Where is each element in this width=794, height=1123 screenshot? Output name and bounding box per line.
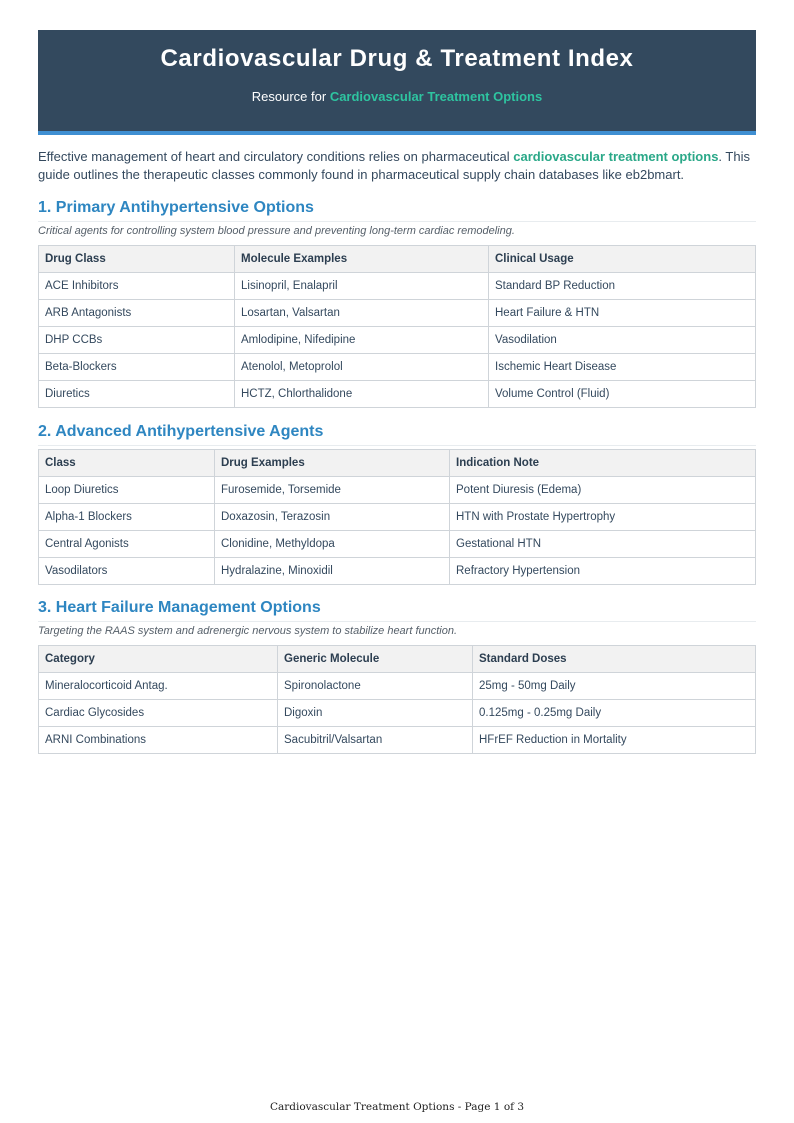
intro-highlight-link[interactable]: cardiovascular treatment options <box>513 149 719 164</box>
section-3-note: Targeting the RAAS system and adrenergic nervous system to stabilize heart function. <box>38 625 458 637</box>
table-row <box>39 381 756 408</box>
table-cell: Alpha-1 Blockers <box>39 504 215 531</box>
section-1-heading: 1. Primary Antihypertensive Options <box>38 198 756 222</box>
column-header: Category <box>39 646 278 673</box>
table-cell: DHP CCBs <box>39 327 235 354</box>
page-title: Cardiovascular Drug & Treatment Index <box>160 45 634 72</box>
table-cell: HTN with Prostate Hypertrophy <box>450 504 756 531</box>
column-header: Generic Molecule <box>278 646 473 673</box>
table-cell: ARB Antagonists <box>39 300 235 327</box>
subtitle-prefix: Resource for <box>251 89 327 104</box>
table-cell: HCTZ, Chlorthalidone <box>235 381 489 408</box>
table-cell: Cardiac Glycosides <box>39 700 278 727</box>
page-footer: Cardiovascular Treatment Options - Page 1 of 3 <box>269 1101 525 1113</box>
table-row <box>39 558 756 585</box>
table-cell: Volume Control (Fluid) <box>489 381 756 408</box>
table-row <box>39 300 756 327</box>
table-row <box>39 727 756 754</box>
section-3-heading: 3. Heart Failure Management Options <box>38 598 756 622</box>
table-cell: 25mg - 50mg Daily <box>473 673 756 700</box>
table-row <box>39 531 756 558</box>
table-cell: Loop Diuretics <box>39 477 215 504</box>
intro-paragraph <box>38 148 756 184</box>
table-cell: Hydralazine, Minoxidil <box>215 558 450 585</box>
table-cell: Gestational HTN <box>450 531 756 558</box>
table-cell: Potent Diuresis (Edema) <box>450 477 756 504</box>
column-header: Drug Class <box>39 246 235 273</box>
subtitle-highlight: Cardiovascular Treatment Options <box>329 89 543 104</box>
table-cell: Beta-Blockers <box>39 354 235 381</box>
table-cell: Digoxin <box>278 700 473 727</box>
page-header <box>38 30 756 135</box>
table-cell: HFrEF Reduction in Mortality <box>473 727 756 754</box>
intro-text-after: . This guide outlines the therapeutic classes commonly found in pharmaceutical supply chain databases like eb2bmart. <box>38 149 750 182</box>
table-cell: Central Agonists <box>39 531 215 558</box>
table-cell: 0.125mg - 0.25mg Daily <box>473 700 756 727</box>
table-cell: Refractory Hypertension <box>450 558 756 585</box>
table-cell: ARNI Combinations <box>39 727 278 754</box>
table-cell: Atenolol, Metoprolol <box>235 354 489 381</box>
table-cell: Losartan, Valsartan <box>235 300 489 327</box>
table-cell: Diuretics <box>39 381 235 408</box>
table-cell: Vasodilators <box>39 558 215 585</box>
table-cell: Furosemide, Torsemide <box>215 477 450 504</box>
table-cell: Mineralocorticoid Antag. <box>39 673 278 700</box>
section-2-heading: 2. Advanced Antihypertensive Agents <box>38 422 756 446</box>
column-header: Drug Examples <box>215 450 450 477</box>
intro-text-before: Effective management of heart and circulatory conditions relies on pharmaceutical <box>38 149 510 164</box>
table-cell: Lisinopril, Enalapril <box>235 273 489 300</box>
advanced-antihypertensive-table <box>38 449 756 585</box>
table-cell: Amlodipine, Nifedipine <box>235 327 489 354</box>
table-cell: ACE Inhibitors <box>39 273 235 300</box>
table-cell: Spironolactone <box>278 673 473 700</box>
table-cell: Sacubitril/Valsartan <box>278 727 473 754</box>
table-row <box>39 673 756 700</box>
table-cell: Doxazosin, Terazosin <box>215 504 450 531</box>
section-1-note: Critical agents for controlling system blood pressure and preventing long-term cardiac remodeling. <box>38 225 515 237</box>
column-header: Clinical Usage <box>489 246 756 273</box>
table-row <box>39 477 756 504</box>
table-header-row <box>39 450 756 477</box>
table-header-row <box>39 646 756 673</box>
heart-failure-table <box>38 645 756 754</box>
table-header-row <box>39 246 756 273</box>
table-cell: Heart Failure & HTN <box>489 300 756 327</box>
column-header: Class <box>39 450 215 477</box>
table-row <box>39 700 756 727</box>
table-row <box>39 504 756 531</box>
primary-antihypertensive-table <box>38 245 756 408</box>
table-cell: Ischemic Heart Disease <box>489 354 756 381</box>
table-cell: Vasodilation <box>489 327 756 354</box>
table-row <box>39 273 756 300</box>
table-cell: Clonidine, Methyldopa <box>215 531 450 558</box>
column-header: Standard Doses <box>473 646 756 673</box>
column-header: Molecule Examples <box>235 246 489 273</box>
column-header: Indication Note <box>450 450 756 477</box>
table-row <box>39 327 756 354</box>
table-row <box>39 354 756 381</box>
page-subtitle <box>38 89 756 104</box>
table-cell: Standard BP Reduction <box>489 273 756 300</box>
